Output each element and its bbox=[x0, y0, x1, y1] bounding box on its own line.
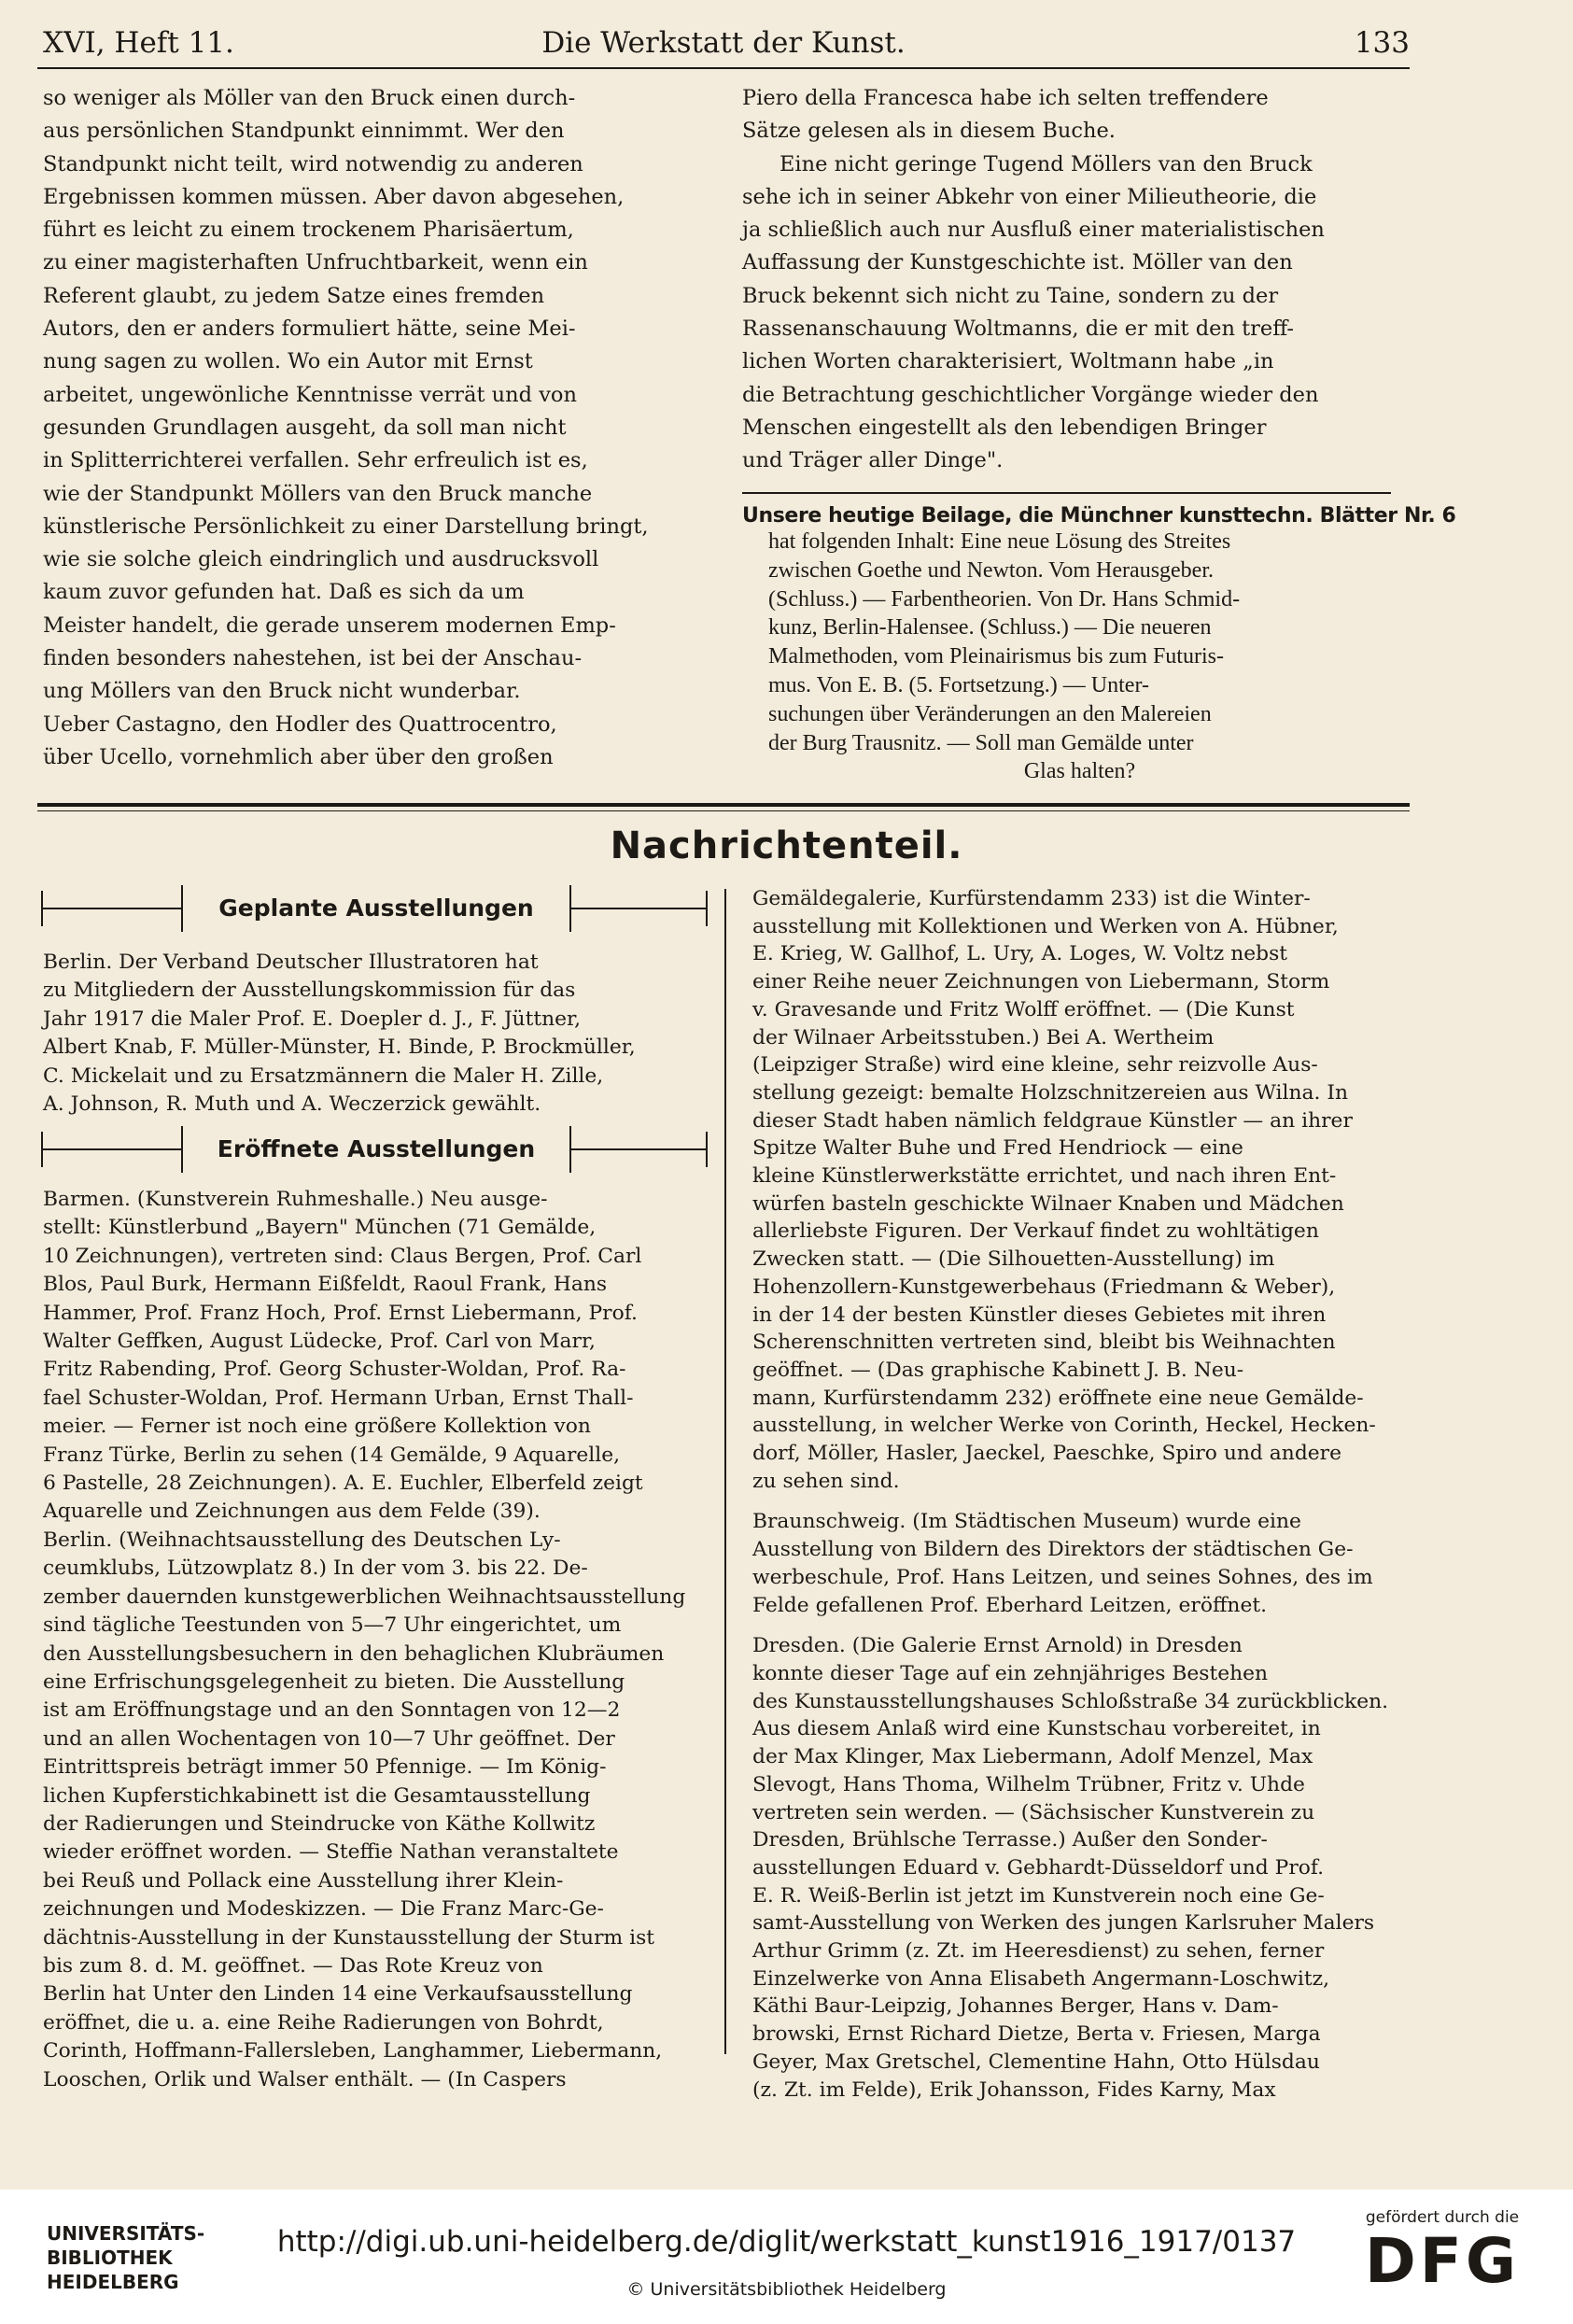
text-line: Sätze gelesen als in diesem Buche. bbox=[742, 119, 1116, 144]
text-line: Bruck bekennt sich nicht zu Taine, sondern zu der bbox=[742, 283, 1279, 308]
text-line: Käthi Baur-Leipzig, Johannes Berger, Hans v. Dam- bbox=[752, 1994, 1279, 2019]
text-line: dächtnis-Ausstellung in der Kunstausstellung der Sturm ist bbox=[43, 1925, 655, 1950]
text-line: eröffnet, die u. a. eine Reihe Radierungen von Bohrdt, bbox=[43, 2010, 604, 2035]
heading-geplante bbox=[41, 885, 708, 934]
text-line: zeichnungen und Modeskizzen. — Die Franz Marc-Ge- bbox=[43, 1897, 604, 1922]
text-line: suchungen über Veränderungen an den Malereien bbox=[768, 701, 1212, 726]
text-line: Aquarelle und Zeichnungen aus dem Felde (39). bbox=[43, 1500, 541, 1524]
text-line: aus persönlichen Standpunkt einnimmt. Wer den bbox=[43, 119, 565, 144]
text-line: fael Schuster-Woldan, Prof. Hermann Urban, Ernst Thall- bbox=[43, 1386, 634, 1410]
news-column-right bbox=[752, 885, 1423, 2104]
text-line: ausstellungen Eduard v. Gebhardt-Düsseldorf und Prof. bbox=[752, 1855, 1325, 1880]
text-line: und an allen Wochentagen von 10—7 Uhr geöffnet. Der bbox=[43, 1726, 615, 1751]
text-line: einer Reihe neuer Zeichnungen von Liebermann, Storm bbox=[752, 970, 1330, 994]
text-line: Jahr 1917 die Maler Prof. E. Doepler d. J., F. Jüttner, bbox=[43, 1007, 582, 1031]
journal-title: Die Werkstatt der Kunst. bbox=[541, 26, 906, 60]
heading-eroeffnete bbox=[41, 1126, 708, 1175]
heading-line bbox=[569, 908, 708, 909]
text-line: Braunschweig. (Im Städtischen Museum) wurde eine bbox=[752, 1510, 1301, 1534]
text-line: kaum zuvor gefunden hat. Daß es sich da um bbox=[43, 580, 525, 605]
library-name-line: UNIVERSITÄTS- bbox=[47, 2222, 205, 2245]
text-line bbox=[752, 1619, 1423, 1632]
text-line: ist am Eröffnungstage und an den Sonntagen von 12—2 bbox=[43, 1698, 621, 1723]
source-url-link[interactable]: http://digi.ub.uni-heidelberg.de/diglit/werkstatt_kunst1916_1917/0137 bbox=[276, 2225, 1297, 2259]
text-line: Geyer, Max Gretschel, Clementine Hahn, Otto Hülsdau bbox=[752, 2049, 1320, 2074]
text-line: Glas halten? bbox=[1023, 759, 1136, 784]
text-line: Rassenanschauung Woltmanns, die er mit den treff- bbox=[742, 317, 1294, 342]
text-line: werbeschule, Prof. Hans Leitzen, und seines Sohnes, des im bbox=[752, 1565, 1373, 1589]
heading-tick bbox=[706, 1132, 708, 1167]
heading-label: Eröffnete Ausstellungen bbox=[181, 1126, 571, 1173]
column-divider bbox=[724, 889, 726, 2054]
text-line: Zwecken statt. — (Die Silhouetten-Ausstellung) im bbox=[752, 1247, 1275, 1272]
text-line: 6 Pastelle, 28 Zeichnungen). A. E. Euchler, Elberfeld zeigt bbox=[43, 1472, 643, 1496]
funded-by-label: gefördert durch die bbox=[1365, 2208, 1520, 2227]
text-line: in der 14 der besten Künstler dieses Gebietes mit ihren bbox=[752, 1303, 1327, 1327]
text-line: bis zum 8. d. M. geöffnet. — Das Rote Kreuz von bbox=[43, 1953, 543, 1978]
text-line: ja schließlich auch nur Ausfluß einer materialistischen bbox=[742, 218, 1325, 243]
heading-label: Geplante Ausstellungen bbox=[181, 885, 571, 932]
header-rule bbox=[37, 67, 1410, 69]
eroeffnete-text bbox=[43, 1186, 702, 2094]
text-line: führt es leicht zu einem trockenem Pharisäertum, bbox=[43, 218, 574, 243]
text-line: Hohenzollern-Kunstgewerbehaus (Friedmann & Weber), bbox=[752, 1275, 1336, 1299]
text-line: (Leipziger Straße) wird eine kleine, sehr reizvolle Aus- bbox=[752, 1053, 1318, 1077]
text-line: zu einer magisterhaften Unfruchtbarkeit, wenn ein bbox=[43, 250, 588, 275]
text-line: den Ausstellungsbesuchern in den behaglichen Klubräumen bbox=[43, 1641, 665, 1666]
text-line: Slevogt, Hans Thoma, Wilhelm Trübner, Fritz v. Uhde bbox=[752, 1772, 1305, 1796]
text-line: Gemäldegalerie, Kurfürstendamm 233) ist die Winter- bbox=[752, 887, 1311, 910]
text-line: zu Mitgliedern der Ausstellungskommission für das bbox=[43, 979, 576, 1003]
text-line: Menschen eingestellt als den lebendigen Bringer bbox=[742, 415, 1267, 440]
text-line: künstlerische Persönlichkeit zu einer Darstellung bringt, bbox=[43, 514, 649, 539]
supplement-notice bbox=[742, 504, 1456, 786]
text-line: wie sie solche gleich eindringlich und ausdrucksvoll bbox=[43, 547, 599, 572]
text-line: konnte dieser Tage auf ein zehnjähriges Bestehen bbox=[752, 1661, 1269, 1685]
text-line: Arthur Grimm (z. Zt. im Heeresdienst) zu sehen, ferner bbox=[752, 1939, 1325, 1964]
text-line: zember dauernden kunstgewerblichen Weihnachtsausstellung bbox=[43, 1585, 686, 1609]
text-line: (Schluss.) — Farbentheorien. Von Dr. Hans Schmid- bbox=[768, 586, 1241, 612]
text-line: Aus diesem Anlaß wird eine Kunstschau vorbereitet, in bbox=[752, 1717, 1321, 1741]
text-line: 10 Zeichnungen), vertreten sind: Claus Bergen, Prof. Carl bbox=[43, 1244, 642, 1268]
text-line: lichen Kupferstichkabinett ist die Gesamtausstellung bbox=[43, 1783, 591, 1808]
heading-line bbox=[41, 1148, 181, 1150]
text-line: kleine Künstlerwerkstätte errichtet, und nach ihren Ent- bbox=[752, 1164, 1337, 1189]
text-line: Autors, den er anders formuliert hätte, seine Mei- bbox=[43, 317, 576, 342]
section-double-rule-bottom bbox=[37, 810, 1410, 811]
text-line: die Betrachtung geschichtlicher Vorgänge wieder den bbox=[742, 382, 1319, 407]
running-header bbox=[37, 17, 1410, 69]
page-number: 133 bbox=[1354, 26, 1410, 60]
copyright-notice: © Universitätsbibliothek Heidelberg bbox=[626, 2279, 947, 2300]
text-line: sehe ich in seiner Abkehr von einer Milieutheorie, die bbox=[742, 184, 1317, 209]
text-line: allerliebste Figuren. Der Verkauf findet zu wohltätigen bbox=[752, 1219, 1319, 1244]
text-line: (z. Zt. im Felde), Erik Johansson, Fides Karny, Max bbox=[752, 2078, 1276, 2102]
text-line: Fritz Rabending, Prof. Georg Schuster-Woldan, Prof. Ra- bbox=[43, 1358, 626, 1382]
text-line: Albert Knab, F. Müller-Münster, H. Binde, P. Brockmüller, bbox=[43, 1035, 636, 1060]
geplante-text bbox=[43, 949, 702, 1119]
text-line: Eintrittspreis beträgt immer 50 Pfennige. — Im König- bbox=[43, 1755, 607, 1780]
text-line: sind tägliche Teestunden von 5—7 Uhr eingerichtet, um bbox=[43, 1613, 622, 1638]
text-line: Referent glaubt, zu jedem Satze eines fremden bbox=[43, 283, 545, 308]
text-line: dieser Stadt haben nämlich feldgraue Künstler — an ihrer bbox=[752, 1108, 1353, 1133]
text-line: und Träger aller Dinge". bbox=[742, 448, 1004, 473]
text-line: Standpunkt nicht teilt, wird notwendig zu anderen bbox=[43, 151, 583, 176]
text-line: Hammer, Prof. Franz Hoch, Prof. Ernst Liebermann, Prof. bbox=[43, 1301, 638, 1325]
text-line: Berlin. Der Verband Deutscher Illustratoren hat bbox=[43, 951, 539, 974]
text-line: ausstellung mit Kollektionen und Werken von A. Hübner, bbox=[752, 914, 1339, 938]
text-line: Walter Geffken, August Lüdecke, Prof. Carl von Marr, bbox=[43, 1330, 596, 1354]
text-line: geöffnet. — (Das graphische Kabinett J. B. Neu- bbox=[752, 1358, 1244, 1382]
text-line: vertreten sein werden. — (Sächsischer Kunstverein zu bbox=[752, 1800, 1315, 1824]
text-line: Berlin. (Weihnachtsausstellung des Deutschen Ly- bbox=[43, 1528, 561, 1552]
text-line bbox=[752, 1495, 1423, 1508]
text-line: arbeitet, ungewönliche Kenntnisse verrät und von bbox=[43, 382, 577, 407]
dfg-wordmark: DFG bbox=[1364, 2225, 1521, 2297]
supplement-heading: Unsere heutige Beilage, die Münchner kunsttechn. Blätter Nr. 6 bbox=[742, 504, 1456, 528]
text-line: stellung gezeigt: bemalte Holzschnitzereien aus Wilna. In bbox=[752, 1080, 1348, 1105]
heading-tick bbox=[706, 891, 708, 926]
text-line: kunz, Berlin-Halensee. (Schluss.) — Die neueren bbox=[768, 615, 1212, 641]
section-title: Nachrichtenteil. bbox=[610, 824, 963, 867]
text-line: wieder eröffnet worden. — Steffie Nathan veranstaltete bbox=[43, 1840, 619, 1865]
library-name-line: HEIDELBERG bbox=[47, 2271, 179, 2293]
text-line: Einzelwerke von Anna Elisabeth Angermann-Loschwitz, bbox=[752, 1966, 1330, 1991]
text-line: finden besonders nahestehen, ist bei der Anschau- bbox=[43, 646, 583, 671]
text-line: Dresden, Brühlsche Terrasse.) Außer den Sonder- bbox=[752, 1828, 1268, 1852]
text-line: Auffassung der Kunstgeschichte ist. Möller van den bbox=[742, 250, 1293, 275]
issue-label: XVI, Heft 11. bbox=[43, 26, 234, 60]
text-line: ceumklubs, Lützowplatz 8.) In der vom 3. bis 22. De- bbox=[43, 1556, 588, 1581]
text-line: über Ucello, vornehmlich aber über den großen bbox=[43, 744, 554, 769]
text-line: hat folgenden Inhalt: Eine neue Lösung des Streites bbox=[768, 529, 1231, 554]
text-line: Piero della Francesca habe ich selten treffendere bbox=[742, 86, 1269, 110]
text-line: Malmethoden, vom Pleinairismus bis zum Futuris- bbox=[768, 644, 1224, 669]
dfg-logo bbox=[1349, 2208, 1536, 2296]
heading-line bbox=[569, 1148, 708, 1150]
text-line: der Radierungen und Steindrucke von Käthe Kollwitz bbox=[43, 1811, 596, 1836]
text-line: A. Johnson, R. Muth und A. Weczerzick gewählt. bbox=[43, 1092, 541, 1117]
text-line: der Max Klinger, Max Liebermann, Adolf Menzel, Max bbox=[752, 1745, 1313, 1769]
text-line: Dresden. (Die Galerie Ernst Arnold) in Dresden bbox=[752, 1634, 1243, 1658]
text-line: Scherenschnitten vertreten sind, bleibt bis Weihnachten bbox=[752, 1331, 1336, 1355]
digitization-footer bbox=[0, 2190, 1573, 2324]
text-line: dorf, Möller, Hasler, Jaeckel, Paeschke, Spiro und andere bbox=[752, 1442, 1341, 1466]
text-line: der Burg Trausnitz. — Soll man Gemälde unter bbox=[768, 730, 1194, 755]
text-line: stellt: Künstlerbund „Bayern" München (71 Gemälde, bbox=[43, 1216, 597, 1240]
heading-line bbox=[41, 908, 181, 909]
text-line: C. Mickelait und zu Ersatzmännern die Maler H. Zille, bbox=[43, 1063, 604, 1088]
text-line: Felde gefallenen Prof. Eberhard Leitzen, eröffnet. bbox=[752, 1593, 1268, 1617]
text-line: nung sagen zu wollen. Wo ein Autor mit Ernst bbox=[43, 349, 533, 374]
text-line: des Kunstausstellungshauses Schloßstraße 34 zurückblicken. bbox=[752, 1689, 1389, 1713]
review-column-right bbox=[742, 82, 1391, 478]
text-line: ausstellung, in welcher Werke von Corinth, Heckel, Hecken- bbox=[752, 1414, 1376, 1438]
text-line: zu sehen sind. bbox=[752, 1469, 900, 1493]
text-line: meier. — Ferner ist noch eine größere Kollektion von bbox=[43, 1415, 591, 1439]
text-line: Meister handelt, die gerade unserem modernen Emp- bbox=[43, 613, 616, 638]
text-line: der Wilnaer Arbeitsstuben.) Bei A. Wertheim bbox=[752, 1025, 1215, 1049]
section-double-rule-top bbox=[37, 803, 1410, 807]
text-line: Franz Türke, Berlin zu sehen (14 Gemälde, 9 Aquarelle, bbox=[43, 1443, 621, 1467]
review-column-left bbox=[43, 82, 704, 774]
text-line: samt-Ausstellung von Werken des jungen Karlsruher Malers bbox=[752, 1911, 1375, 1936]
text-line: mann, Kurfürstendamm 232) eröffnete eine neue Gemälde- bbox=[752, 1386, 1364, 1410]
library-name-line: BIBLIOTHEK bbox=[47, 2247, 173, 2269]
text-line: wie der Standpunkt Möllers van den Bruck manche bbox=[43, 481, 593, 506]
text-line: gesunden Grundlagen ausgeht, da soll man nicht bbox=[43, 415, 567, 440]
text-line: in Splitterrichterei verfallen. Sehr erfreulich ist es, bbox=[43, 448, 588, 473]
text-line: Eine nicht geringe Tugend Möllers van den Bruck bbox=[779, 151, 1313, 176]
text-line: Berlin hat Unter den Linden 14 eine Verkaufsausstellung bbox=[43, 1982, 633, 2007]
text-line: eine Erfrischungsgelegenheit zu bieten. Die Ausstellung bbox=[43, 1669, 625, 1694]
text-line: E. R. Weiß-Berlin ist jetzt im Kunstverein noch eine Ge- bbox=[752, 1883, 1325, 1908]
text-line: v. Gravesande und Fritz Wolff eröffnet. — (Die Kunst bbox=[752, 997, 1295, 1021]
beilage-rule bbox=[742, 492, 1391, 494]
text-line: Ausstellung von Bildern des Direktors der städtischen Ge- bbox=[752, 1538, 1354, 1562]
text-line: bei Reuß und Pollack eine Ausstellung ihrer Klein- bbox=[43, 1868, 564, 1893]
text-line: so weniger als Möller van den Bruck einen durch- bbox=[43, 86, 576, 110]
text-line: ung Möllers van den Bruck nicht wunderbar. bbox=[43, 679, 521, 704]
text-line: Barmen. (Kunstverein Ruhmeshalle.) Neu ausge- bbox=[43, 1188, 548, 1211]
text-line: würfen basteln geschickte Wilnaer Knaben und Mädchen bbox=[752, 1191, 1344, 1216]
text-line: Corinth, Hoffmann-Fallersleben, Langhammer, Liebermann, bbox=[43, 2039, 663, 2063]
text-line: zwischen Goethe und Newton. Vom Herausgeber. bbox=[768, 557, 1214, 583]
text-line: mus. Von E. B. (5. Fortsetzung.) — Unter- bbox=[768, 672, 1149, 697]
text-line: Ueber Castagno, den Hodler des Quattrocentro, bbox=[43, 711, 557, 737]
text-line: Blos, Paul Burk, Hermann Eißfeldt, Raoul Frank, Hans bbox=[43, 1273, 608, 1297]
text-line: Ergebnissen kommen müssen. Aber davon abgesehen, bbox=[43, 184, 625, 209]
text-line: Spitze Walter Buhe und Fred Hendriock — eine bbox=[752, 1136, 1243, 1161]
text-line: E. Krieg, W. Gallhof, L. Ury, A. Loges, W. Voltz nebst bbox=[752, 942, 1288, 966]
supplement-body bbox=[768, 528, 1391, 786]
text-line: Looschen, Orlik und Walser enthält. — (In Caspers bbox=[43, 2067, 567, 2092]
text-line: lichen Worten charakterisiert, Woltmann habe „in bbox=[742, 349, 1274, 374]
text-line: browski, Ernst Richard Dietze, Berta v. Friesen, Marga bbox=[752, 2022, 1321, 2047]
